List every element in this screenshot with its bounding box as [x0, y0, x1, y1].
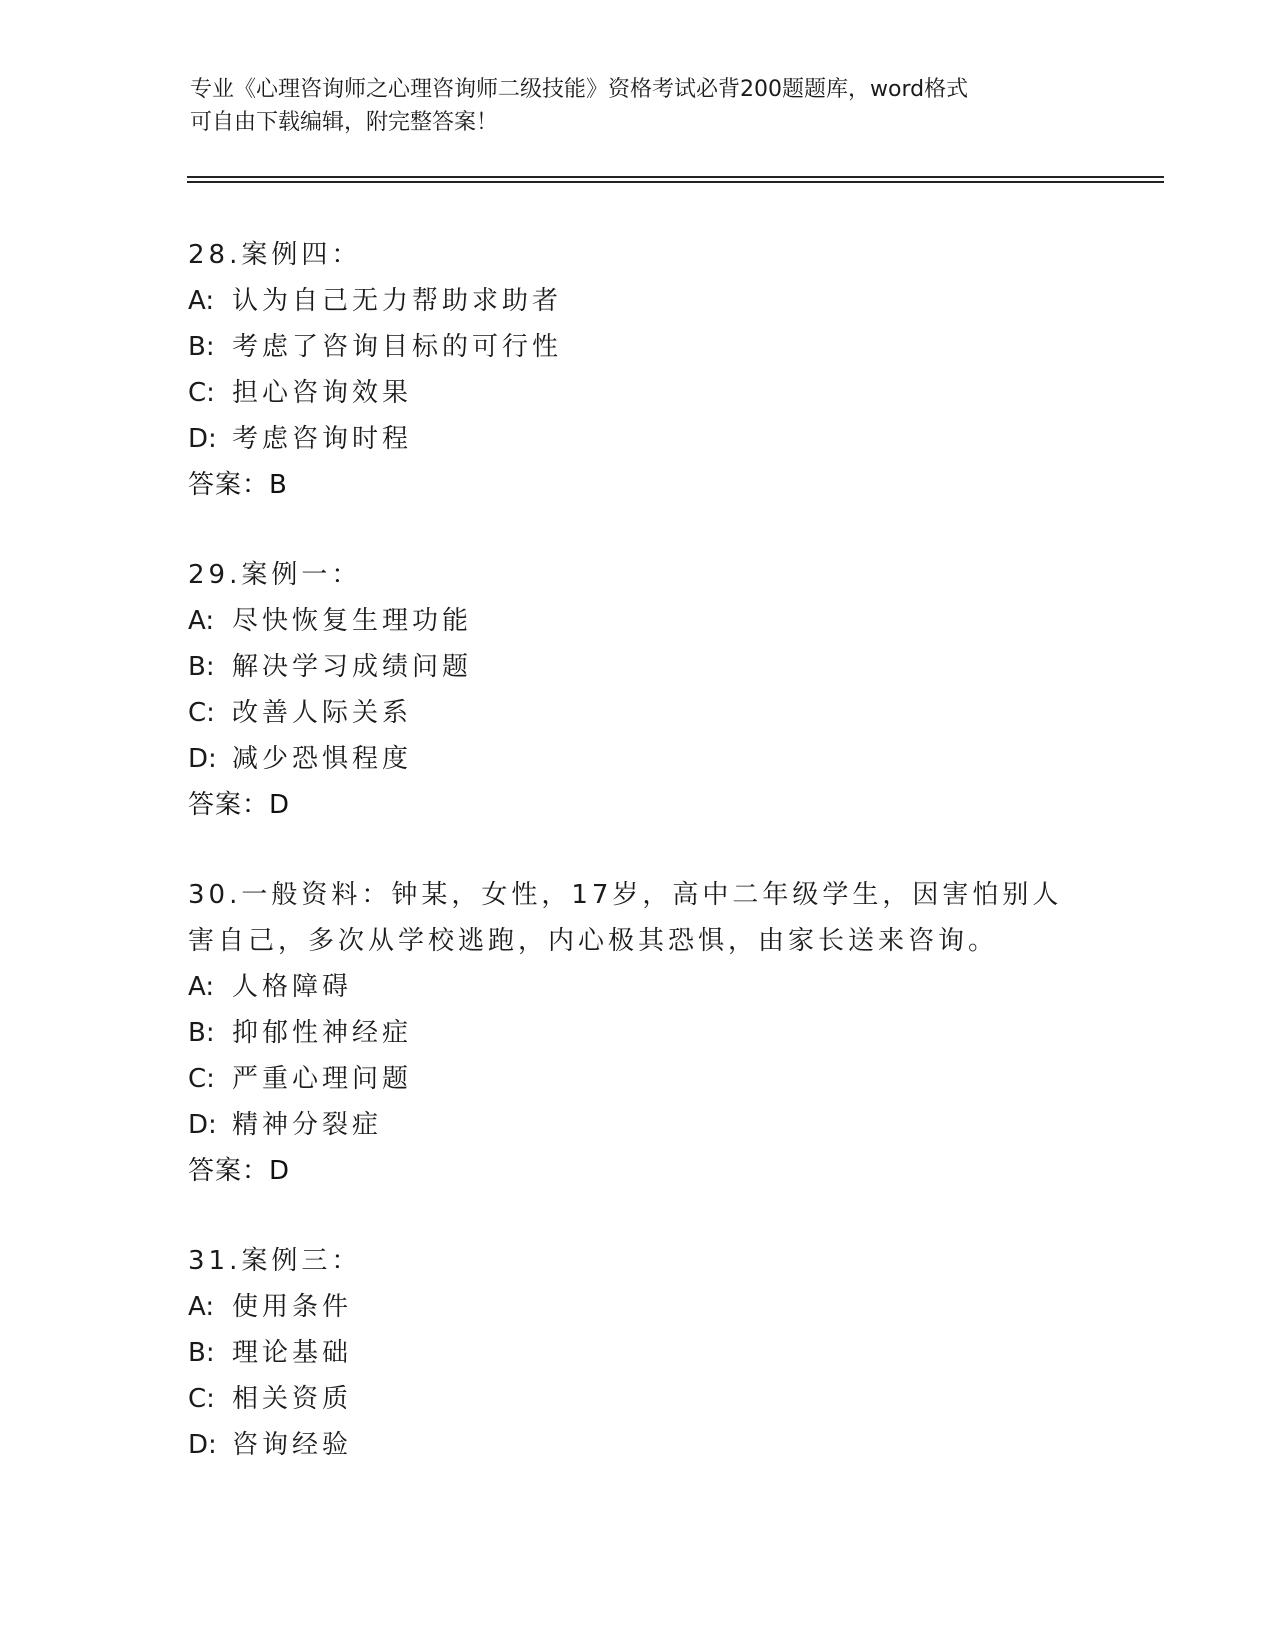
header-title-line-2: 可自由下载编辑，附完整答案！: [190, 110, 499, 135]
option-d: [188, 1422, 1088, 1468]
option-text: 改善人际关系: [232, 698, 413, 728]
option-a: [188, 278, 1088, 324]
option-text: 担心咨询效果: [232, 378, 413, 408]
option-a: [188, 964, 1088, 1010]
option-letter: A:: [188, 1292, 215, 1322]
option-d: [188, 736, 1088, 782]
option-b: [188, 324, 1088, 370]
option-text: 严重心理问题: [232, 1064, 413, 1094]
question-28: [188, 232, 1088, 508]
option-letter: B:: [188, 1018, 215, 1048]
option-letter: C:: [188, 378, 215, 408]
option-text: 使用条件: [232, 1292, 353, 1322]
question-stem: 30.一般资料：钟某，女性，17岁，高中二年级学生，因害怕别人害自己，多次从学校逃跑，内心极其恐惧，由家长送来咨询。: [188, 880, 1063, 956]
option-letter: B:: [188, 332, 215, 362]
option-letter: D:: [188, 1110, 217, 1140]
document-header: [190, 73, 1090, 139]
option-letter: D:: [188, 1430, 217, 1460]
answer-line: 答案：D: [188, 790, 291, 820]
question-stem: 28.案例四：: [188, 240, 362, 270]
question-list: [188, 232, 1088, 1512]
option-b: [188, 1010, 1088, 1056]
option-text: 认为自己无力帮助求助者: [232, 286, 563, 316]
option-d: [188, 1102, 1088, 1148]
option-letter: C:: [188, 698, 215, 728]
option-text: 解决学习成绩问题: [232, 652, 473, 682]
option-letter: A:: [188, 606, 215, 636]
option-letter: C:: [188, 1384, 215, 1414]
option-c: [188, 1376, 1088, 1422]
option-c: [188, 1056, 1088, 1102]
question-stem: 31.案例三：: [188, 1246, 362, 1276]
option-text: 考虑了咨询目标的可行性: [232, 332, 563, 362]
question-stem: 29.案例一：: [188, 560, 362, 590]
option-letter: D:: [188, 424, 217, 454]
option-text: 咨询经验: [232, 1430, 353, 1460]
answer-line: 答案：D: [188, 1156, 291, 1186]
option-letter: B:: [188, 652, 215, 682]
option-c: [188, 370, 1088, 416]
option-text: 人格障碍: [232, 972, 353, 1002]
option-text: 考虑咨询时程: [232, 424, 413, 454]
option-d: [188, 416, 1088, 462]
option-letter: B:: [188, 1338, 215, 1368]
option-text: 精神分裂症: [232, 1110, 383, 1140]
header-divider-top: [187, 176, 1164, 178]
answer-line: 答案：B: [188, 470, 288, 500]
question-29: [188, 552, 1088, 828]
option-text: 抑郁性神经症: [232, 1018, 413, 1048]
option-letter: A:: [188, 972, 215, 1002]
option-b: [188, 644, 1088, 690]
option-text: 理论基础: [232, 1338, 353, 1368]
option-a: [188, 598, 1088, 644]
option-text: 相关资质: [232, 1384, 353, 1414]
question-31: [188, 1238, 1088, 1468]
question-30: [188, 872, 1088, 1194]
option-letter: A:: [188, 286, 215, 316]
option-b: [188, 1330, 1088, 1376]
option-a: [188, 1284, 1088, 1330]
option-c: [188, 690, 1088, 736]
option-text: 尽快恢复生理功能: [232, 606, 473, 636]
header-title-line-1: 专业《心理咨询师之心理咨询师二级技能》资格考试必背200题题库，word格式: [190, 77, 969, 102]
option-letter: D:: [188, 744, 217, 774]
header-divider-bottom: [187, 181, 1164, 183]
option-letter: C:: [188, 1064, 215, 1094]
option-text: 减少恐惧程度: [232, 744, 413, 774]
